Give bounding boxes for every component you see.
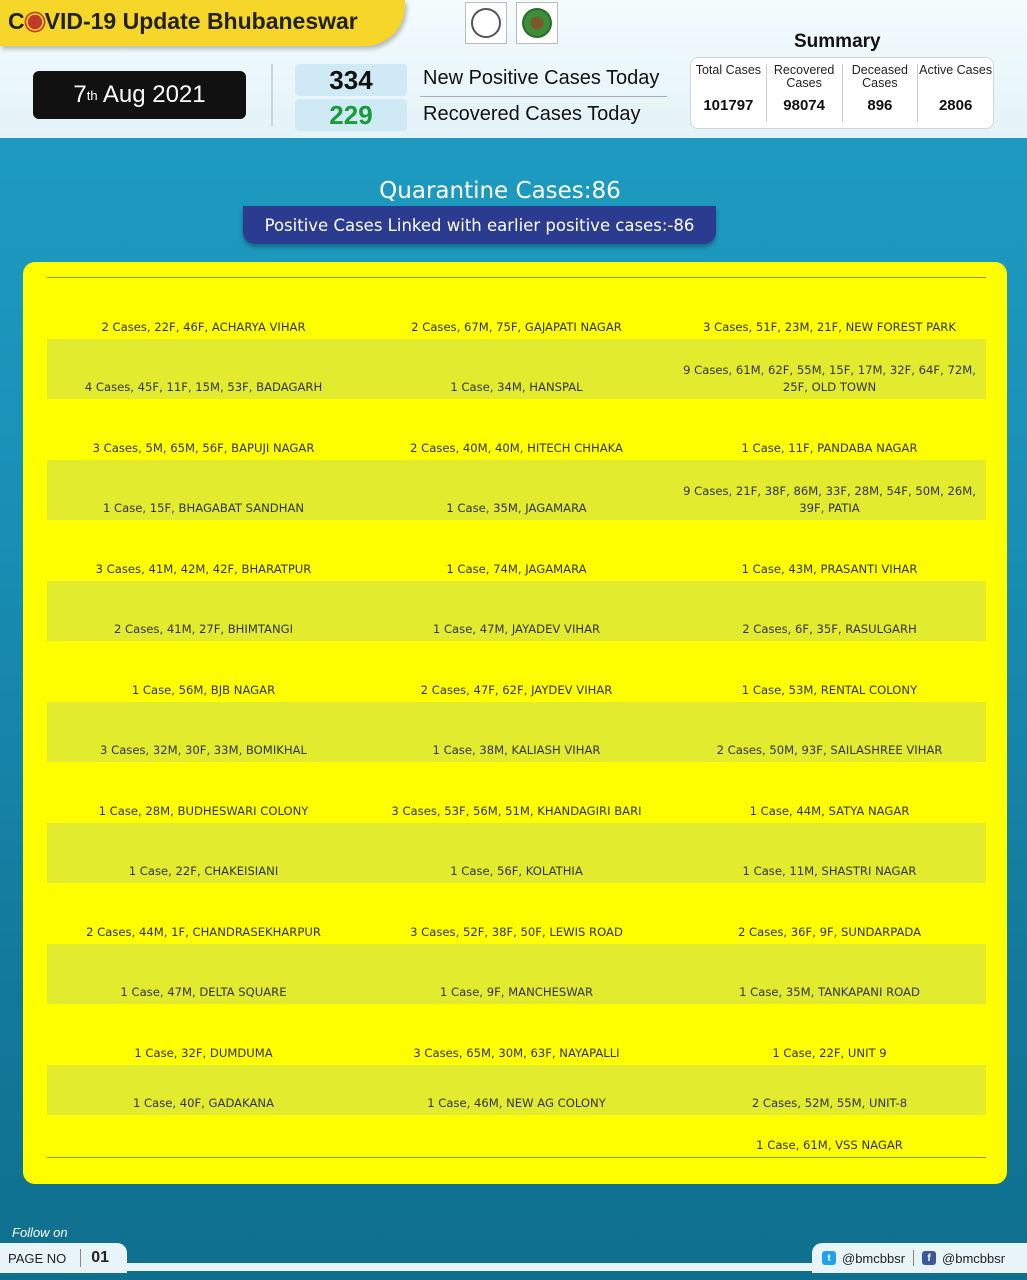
table-cell: 2 Cases, 47F, 62F, JAYDEV VIHAR: [420, 682, 613, 697]
recovered-cases-label: Recovered Cases Today: [423, 103, 641, 125]
table-cell: 1 Case, 9F, MANCHESWAR: [439, 985, 594, 999]
table-row: [47, 762, 986, 823]
table-cell: 2 Cases, 67M, 75F, GAJAPATI NAGAR: [411, 319, 622, 334]
date-rest: Aug 2021: [97, 81, 206, 108]
header: [0, 0, 1027, 138]
summary-value: 2806: [938, 97, 973, 114]
new-cases-count: 334: [295, 64, 407, 96]
table-cell: 1 Case, 28M, BUDHESWARI COLONY: [98, 803, 309, 818]
bmc-logo: [516, 2, 558, 44]
table-cell: 1 Case, 15F, BHAGABAT SANDHAN: [102, 501, 305, 515]
table-cell: 1 Case, 61M, VSS NAGAR: [756, 1137, 903, 1152]
table-row: [47, 581, 986, 642]
table-cell: 2 Cases, 50M, 93F, SAILASHREE VIHAR: [716, 743, 943, 757]
table-cell: 3 Cases, 32M, 30F, 33M, BOMIKHAL: [100, 743, 307, 757]
summary-label: Total Cases: [695, 63, 762, 77]
table-row: [47, 883, 986, 944]
summary-value: 896: [867, 97, 893, 114]
table-row: [47, 460, 986, 521]
table-cell: 1 Case, 53M, RENTAL COLONY: [741, 682, 918, 697]
new-cases-label: New Positive Cases Today: [423, 67, 660, 89]
date-day: 7: [73, 81, 87, 108]
table-row: [47, 702, 986, 763]
page-number-box: [0, 1243, 127, 1273]
summary-value: 98074: [783, 97, 825, 114]
table-cell: 1 Case, 46M, NEW AG COLONY: [427, 1095, 606, 1110]
summary-label: Recovered Cases: [773, 63, 835, 90]
table-cell: 3 Cases, 51F, 23M, 21F, NEW FOREST PARK: [703, 319, 956, 334]
table-cell: 1 Case, 38M, KALIASH VIHAR: [432, 743, 601, 757]
table-cell: 3 Cases, 52F, 38F, 50F, LEWIS ROAD: [410, 924, 623, 939]
table-cell: 3 Cases, 41M, 42M, 42F, BHARATPUR: [95, 561, 312, 576]
odisha-govt-logo: [465, 2, 507, 44]
table-cell: 2 Cases, 6F, 35F, RASULGARH: [742, 622, 917, 636]
table-row: [47, 641, 986, 702]
summary-deceased: [843, 64, 919, 122]
virus-icon: [27, 15, 41, 29]
divider: [913, 1250, 914, 1266]
facebook-handle[interactable]: @bmcbbsr: [942, 1250, 1006, 1266]
table-cell: 1 Case, 22F, CHAKEISIANI: [128, 864, 279, 878]
table-cell: 2 Cases, 40M, 40M, HITECH CHHAKA: [410, 440, 623, 455]
recovered-cases-count: 229: [295, 99, 407, 131]
summary-title: Summary: [794, 31, 881, 52]
table-row: [47, 399, 986, 460]
quarantine-banner: Positive Cases Linked with earlier positive cases:-86: [243, 206, 716, 244]
follow-on-label: Follow on: [12, 1225, 68, 1240]
table-row: [47, 1115, 986, 1158]
table-cell: 2 Cases, 41M, 27F, BHIMTANGI: [113, 622, 294, 636]
table-cell: 1 Case, 43M, PRASANTI VIHAR: [741, 561, 918, 576]
table-cell: 1 Case, 44M, SATYA NAGAR: [749, 803, 910, 818]
table-cell: 1 Case, 74M, JAGAMARA: [446, 561, 587, 576]
quarantine-title: Quarantine Cases:86: [379, 178, 621, 204]
summary-recovered: [767, 64, 843, 122]
table-cell: 3 Cases, 65M, 30M, 63F, NAYAPALLI: [413, 1045, 620, 1060]
title-text: VID-19 Update Bhubaneswar: [44, 8, 358, 34]
table-cell: 2 Cases, 36F, 9F, SUNDARPADA: [737, 924, 922, 939]
table-cell: 1 Case, 22F, UNIT 9: [772, 1045, 887, 1060]
table-cell: 2 Cases, 52M, 55M, UNIT-8: [751, 1095, 908, 1110]
table-row: [47, 944, 986, 1005]
table-row: [47, 520, 986, 581]
table-cell: 3 Cases, 53F, 56M, 51M, KHANDAGIRI BARI: [391, 803, 642, 818]
facebook-icon[interactable]: f: [922, 1251, 936, 1265]
twitter-handle[interactable]: @bmcbbsr: [842, 1250, 906, 1266]
divider: [271, 64, 273, 126]
table-row: [47, 823, 986, 884]
summary-active: [918, 64, 993, 122]
table-row: [47, 278, 986, 339]
summary-label: Deceased Cases: [851, 63, 909, 90]
table-row: [47, 1004, 986, 1065]
table-cell: 1 Case, 32F, DUMDUMA: [134, 1045, 273, 1060]
table-cell: 1 Case, 11M, SHASTRI NAGAR: [742, 864, 917, 878]
table-cell: 1 Case, 47M, DELTA SQUARE: [120, 985, 287, 999]
summary-value: 101797: [703, 97, 754, 114]
table-cell: 1 Case, 35M, JAGAMARA: [446, 501, 587, 515]
footer-line: [127, 1263, 813, 1271]
table-cell: 1 Case, 35M, TANKAPANI ROAD: [739, 985, 920, 999]
table-cell: 4 Cases, 45F, 11F, 15M, 53F, BADAGARH: [84, 380, 323, 394]
table-row: [47, 339, 986, 400]
table-cell: 3 Cases, 5M, 65M, 56F, BAPUJI NAGAR: [92, 440, 315, 455]
summary-total: [691, 64, 767, 122]
cases-table: [47, 277, 986, 1158]
table-cell: 9 Cases, 21F, 38F, 86M, 33F, 28M, 54F, 50M, 26M, 39F, PATIA: [683, 484, 976, 515]
social-links: [812, 1243, 1027, 1273]
date-box: [33, 71, 246, 119]
divider: [420, 96, 667, 97]
table-cell: 2 Cases, 44M, 1F, CHANDRASEKHARPUR: [86, 924, 321, 939]
table-row: [47, 1065, 986, 1115]
table-cell: 1 Case, 40F, GADAKANA: [132, 1095, 275, 1110]
cases-panel: [23, 262, 1007, 1184]
summary-box: [690, 57, 994, 129]
table-cell: 2 Cases, 22F, 46F, ACHARYA VIHAR: [101, 319, 306, 334]
table-cell: 9 Cases, 61M, 62F, 55M, 15F, 17M, 32F, 64F, 72M, 25F, OLD TOWN: [683, 363, 976, 394]
title-prefix: C: [8, 8, 25, 34]
table-cell: 1 Case, 47M, JAYADEV VIHAR: [432, 622, 601, 636]
twitter-icon[interactable]: t: [822, 1251, 836, 1265]
page-number: 01: [80, 1249, 109, 1267]
table-cell: 1 Case, 11F, PANDABA NAGAR: [741, 440, 918, 455]
table-cell: 1 Case, 34M, HANSPAL: [450, 380, 583, 394]
table-cell: 1 Case, 56M, BJB NAGAR: [131, 682, 276, 697]
table-cell: 1 Case, 56F, KOLATHIA: [450, 864, 583, 878]
page-label: PAGE NO: [8, 1250, 67, 1266]
title-banner: [0, 0, 405, 46]
summary-label: Active Cases: [919, 63, 993, 77]
date-suffix: th: [86, 87, 98, 103]
